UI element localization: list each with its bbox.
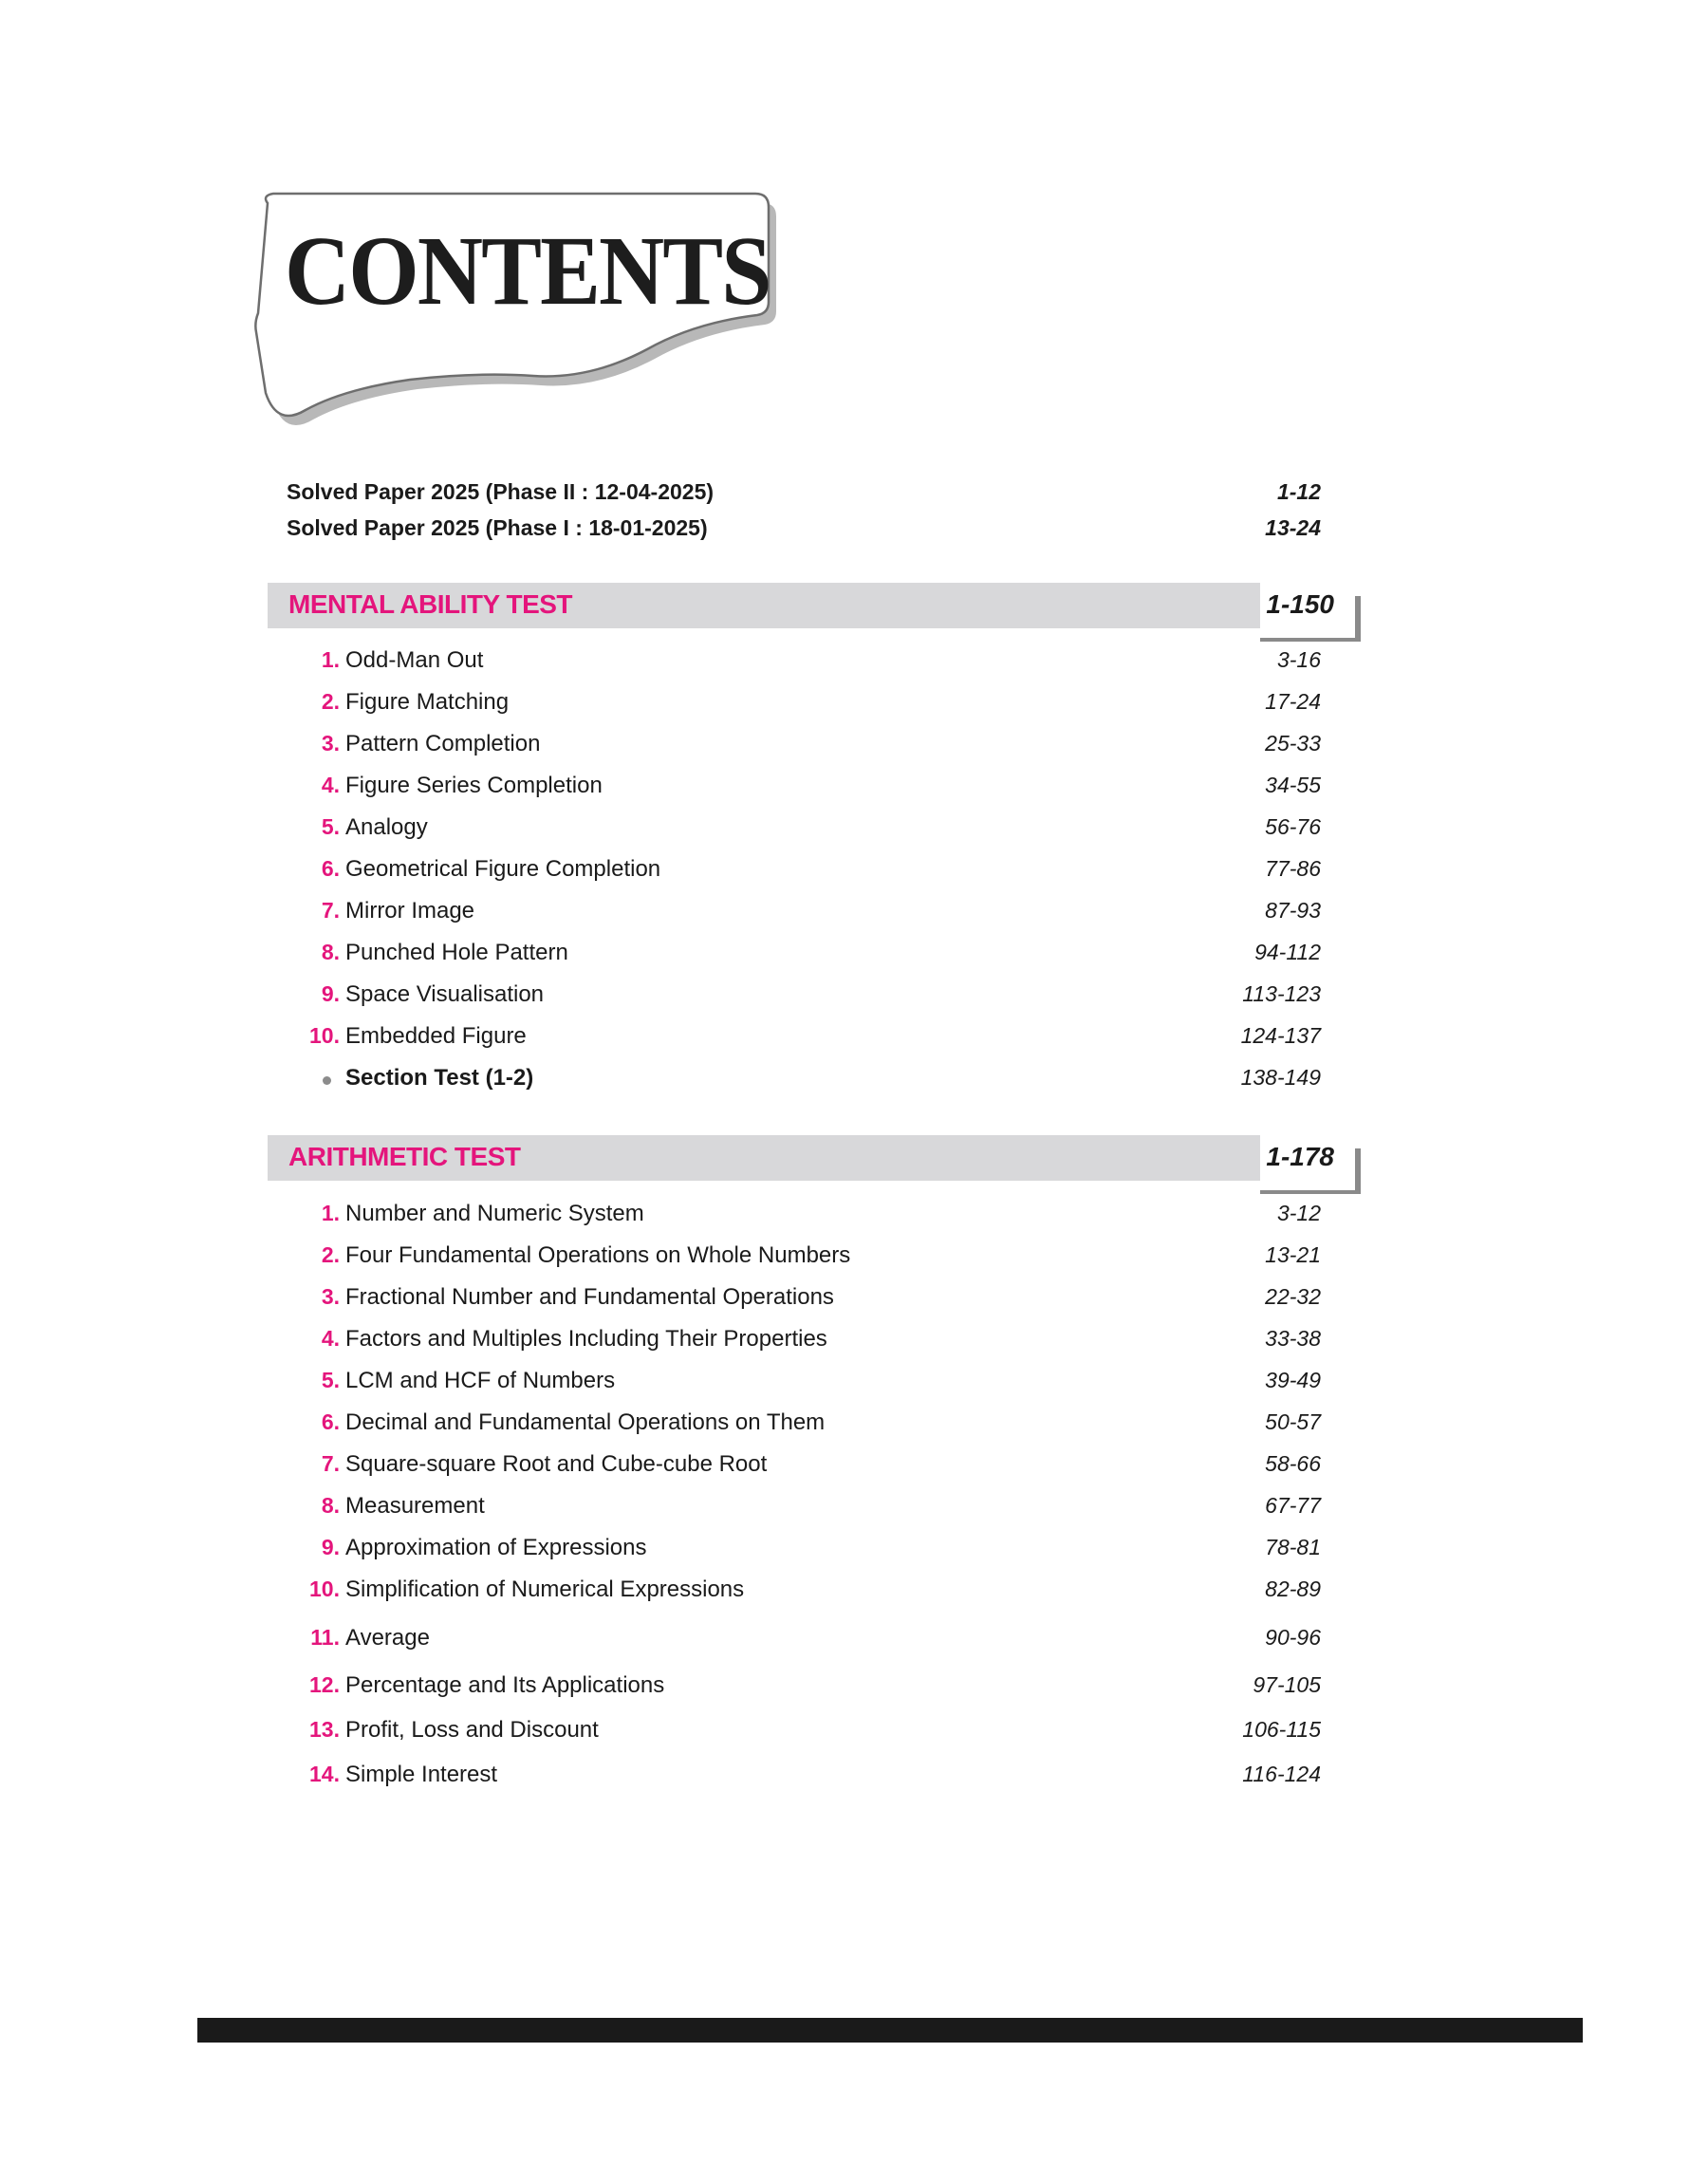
entry-label: Fractional Number and Fundamental Operations: [345, 1284, 834, 1310]
entry-number: 8.: [321, 1493, 340, 1518]
solved-paper-row[interactable]: [287, 515, 1321, 550]
toc-entry[interactable]: [287, 856, 1321, 890]
entry-number: 1.: [321, 647, 340, 672]
section-title: MENTAL ABILITY TEST: [288, 589, 573, 619]
solved-paper-row[interactable]: [287, 479, 1321, 513]
section-test-entry[interactable]: [287, 1065, 1321, 1099]
entry-label: Punched Hole Pattern: [345, 940, 568, 965]
toc-entry[interactable]: [287, 1368, 1321, 1402]
entry-pages: 3-12: [1276, 1201, 1321, 1225]
toc-entry[interactable]: [287, 814, 1321, 849]
section-pages: 1-150: [1266, 589, 1334, 619]
toc-entry[interactable]: [287, 898, 1321, 932]
solved-paper-label: Solved Paper 2025 (Phase I : 18-01-2025): [287, 515, 708, 540]
entry-number: 5.: [321, 1368, 340, 1392]
toc-entry[interactable]: [287, 1717, 1321, 1751]
entry-number: 3.: [321, 731, 340, 756]
entry-label: Measurement: [345, 1493, 485, 1519]
entry-label: Odd-Man Out: [345, 647, 484, 673]
toc-entry[interactable]: [287, 981, 1321, 1016]
toc-entry[interactable]: [287, 1409, 1321, 1444]
entry-label: Square-square Root and Cube-cube Root: [345, 1451, 768, 1477]
entry-label: Approximation of Expressions: [345, 1535, 647, 1560]
entry-label: Mirror Image: [345, 898, 475, 924]
entry-number: 8.: [321, 940, 340, 964]
entry-pages: 39-49: [1265, 1368, 1321, 1392]
toc-entry[interactable]: [287, 1451, 1321, 1485]
entry-number: 13.: [309, 1717, 340, 1742]
entry-pages: 13-21: [1265, 1242, 1321, 1267]
solved-paper-pages: 1-12: [1276, 479, 1321, 504]
entry-pages: 58-66: [1265, 1451, 1321, 1476]
tab-edge: [1260, 1190, 1361, 1194]
toc-entry[interactable]: [287, 1493, 1321, 1527]
entry-label: Percentage and Its Applications: [345, 1672, 665, 1698]
toc-entry[interactable]: [287, 1577, 1321, 1611]
toc-entry[interactable]: [287, 1201, 1321, 1235]
entry-number: 4.: [321, 1326, 340, 1351]
entry-label: Number and Numeric System: [345, 1201, 644, 1226]
entry-number: 6.: [321, 856, 340, 881]
entry-pages: 67-77: [1265, 1493, 1321, 1518]
toc-entry[interactable]: [287, 731, 1321, 765]
entry-label: Simple Interest: [345, 1762, 498, 1787]
entry-pages: 97-105: [1253, 1672, 1321, 1697]
entry-pages: 82-89: [1265, 1577, 1321, 1601]
entry-pages: 113-123: [1242, 981, 1321, 1006]
section-pages: 1-178: [1266, 1142, 1334, 1171]
solved-paper-label: Solved Paper 2025 (Phase II : 12-04-2025): [287, 479, 715, 504]
entry-label: Four Fundamental Operations on Whole Numbers: [345, 1242, 851, 1268]
section-header-arithmetic[interactable]: [268, 1135, 1355, 1181]
entry-number: 1.: [321, 1201, 340, 1225]
entry-pages: 87-93: [1265, 898, 1321, 923]
bullet-icon: [323, 1076, 331, 1085]
entry-label: Pattern Completion: [345, 731, 541, 756]
section-title: ARITHMETIC TEST: [288, 1142, 521, 1171]
entry-number: 10.: [309, 1577, 340, 1601]
tab-edge: [1355, 1148, 1361, 1194]
toc-entry[interactable]: [287, 1672, 1321, 1707]
entry-pages: 33-38: [1265, 1326, 1321, 1351]
toc-entry[interactable]: [287, 1284, 1321, 1318]
entry-label: Decimal and Fundamental Operations on Them: [345, 1409, 826, 1435]
toc-entry[interactable]: [287, 940, 1321, 974]
toc-entry[interactable]: [287, 1023, 1321, 1057]
entry-pages: 138-149: [1240, 1065, 1321, 1090]
entry-number: 12.: [309, 1672, 340, 1697]
entry-label: Average: [345, 1625, 430, 1651]
entry-pages: 50-57: [1265, 1409, 1321, 1434]
entry-label: Figure Series Completion: [345, 773, 603, 798]
entry-pages: 3-16: [1276, 647, 1321, 672]
entry-label: Analogy: [345, 814, 428, 840]
toc-entry[interactable]: [287, 647, 1321, 681]
entry-number: 7.: [321, 1451, 340, 1476]
entry-label: Space Visualisation: [345, 981, 545, 1007]
entry-pages: 124-137: [1240, 1023, 1321, 1048]
entry-number: 4.: [321, 773, 340, 797]
toc-entry[interactable]: [287, 773, 1321, 807]
tab-edge: [1260, 638, 1361, 642]
solved-paper-pages: 13-24: [1265, 515, 1321, 540]
entry-number: 3.: [321, 1284, 340, 1309]
entry-pages: 34-55: [1265, 773, 1321, 797]
entry-label: Geometrical Figure Completion: [345, 856, 661, 882]
tab-edge: [1355, 596, 1361, 642]
entry-number: 11.: [310, 1625, 340, 1650]
entry-number: 7.: [321, 898, 340, 923]
entry-pages: 77-86: [1265, 856, 1321, 881]
entry-number: 6.: [321, 1409, 340, 1434]
entry-label: LCM and HCF of Numbers: [345, 1368, 616, 1393]
entry-number: 9.: [321, 981, 340, 1006]
entry-pages: 106-115: [1242, 1717, 1321, 1742]
entry-label: Section Test (1-2): [345, 1065, 534, 1091]
toc-entry[interactable]: [287, 1535, 1321, 1569]
entry-number: 14.: [309, 1762, 340, 1786]
entry-number: 5.: [321, 814, 340, 839]
toc-entry[interactable]: [287, 1625, 1321, 1659]
toc-entry[interactable]: [287, 1242, 1321, 1277]
page-title: CONTENTS: [285, 216, 770, 326]
section-header-mental-ability[interactable]: [268, 583, 1355, 628]
toc-entry[interactable]: [287, 689, 1321, 723]
entry-label: Simplification of Numerical Expressions: [345, 1577, 745, 1602]
entry-number: 2.: [321, 1242, 340, 1267]
entry-pages: 94-112: [1254, 940, 1321, 964]
entry-pages: 78-81: [1265, 1535, 1321, 1559]
footer-bar: [197, 2018, 1583, 2043]
entry-pages: 17-24: [1265, 689, 1321, 714]
entry-pages: 22-32: [1265, 1284, 1321, 1309]
toc-entry[interactable]: [287, 1762, 1321, 1796]
entry-pages: 25-33: [1265, 731, 1321, 756]
entry-pages: 116-124: [1242, 1762, 1321, 1786]
entry-pages: 56-76: [1265, 814, 1321, 839]
entry-label: Embedded Figure: [345, 1023, 527, 1049]
entry-label: Figure Matching: [345, 689, 510, 715]
entry-number: 9.: [321, 1535, 340, 1559]
toc-entry[interactable]: [287, 1326, 1321, 1360]
entry-label: Factors and Multiples Including Their Properties: [345, 1326, 827, 1352]
entry-pages: 90-96: [1265, 1625, 1321, 1650]
entry-number: 2.: [321, 689, 340, 714]
entry-label: Profit, Loss and Discount: [345, 1717, 599, 1743]
contents-banner: [249, 190, 780, 427]
entry-number: 10.: [309, 1023, 340, 1048]
